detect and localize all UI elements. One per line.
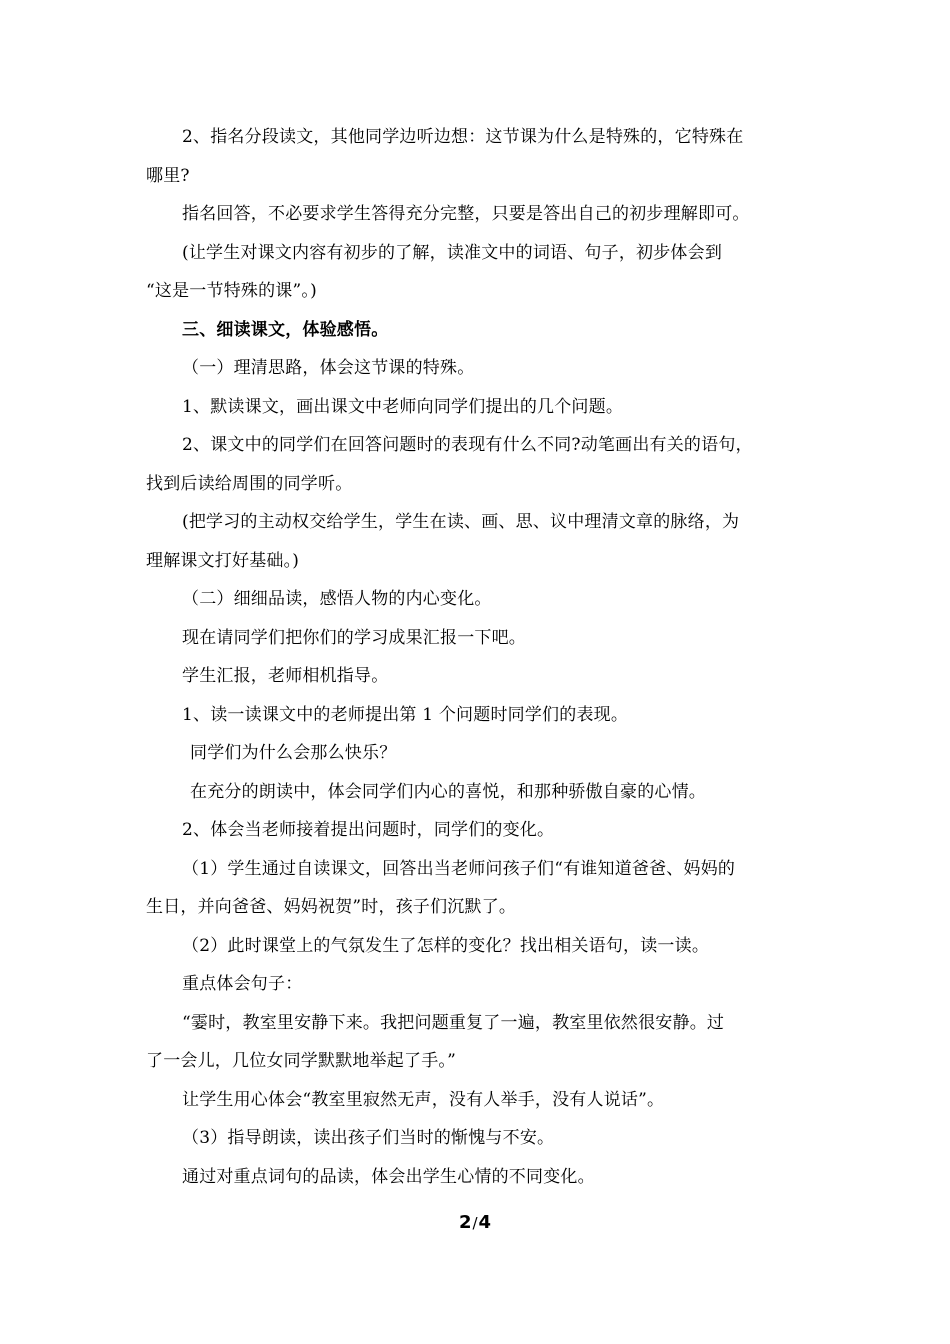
paragraph-line: 2、指名分段读文，其他同学边听边想：这节课为什么是特殊的，它特殊在: [182, 127, 744, 147]
paragraph-line: 在充分的朗读中，体会同学们内心的喜悦，和那种骄傲自豪的心情。: [190, 781, 706, 802]
paragraph-line: 通过对重点词句的品读，体会出学生心情的不同变化。: [182, 1166, 595, 1187]
paragraph-line: 现在请同学们把你们的学习成果汇报一下吧。: [182, 627, 526, 648]
paragraph-line: 学生汇报，老师相机指导。: [182, 666, 389, 686]
paragraph-line: 让学生用心体会“教室里寂然无声，没有人举手，没有人说话”。: [182, 1089, 665, 1110]
subsection-heading: （一）理清思路，体会这节课的特殊。: [182, 358, 475, 378]
quoted-sentence: “霎时，教室里安静下来。我把问题重复了一遍，教室里依然很安静。过: [182, 1012, 725, 1033]
page-number: [0, 1212, 950, 1233]
paragraph-line: 哪里?: [146, 165, 190, 186]
page-separator: /: [472, 1214, 478, 1232]
paragraph-line: 找到后读给周围的同学听。: [146, 473, 353, 494]
paragraph-line: 理解课文打好基础。): [146, 550, 300, 571]
paragraph-line: 2、课文中的同学们在回答问题时的表现有什么不同?动笔画出有关的语句，: [182, 435, 753, 455]
paragraph-line: 1、默读课文，画出课文中老师向同学们提出的几个问题。: [182, 396, 624, 417]
subsection-heading: （二）细细品读，感悟人物的内心变化。: [182, 589, 492, 609]
paragraph-line: 1、读一读课文中的老师提出第 1 个问题时同学们的表现。: [182, 704, 629, 725]
paragraph-line: （2）此时课堂上的气氛发生了怎样的变化？找出相关语句，读一读。: [182, 935, 710, 956]
paragraph-line: 2、体会当老师接着提出问题时，同学们的变化。: [182, 820, 555, 840]
paragraph-line: 指名回答，不必要求学生答得充分完整，只要是答出自己的初步理解即可。: [182, 204, 750, 224]
paragraph-line: “这是一节特殊的课”。): [146, 281, 317, 301]
paragraph-line: 生日，并向爸爸、妈妈祝贺”时，孩子们沉默了。: [146, 897, 517, 917]
document-body: [146, 118, 810, 1196]
current-page: 2: [458, 1212, 472, 1233]
total-pages: 4: [478, 1212, 492, 1233]
paragraph-line: 同学们为什么会那么快乐？: [190, 743, 397, 763]
paragraph-line: （1）学生通过自读课文，回答出当老师问孩子们“有谁知道爸爸、妈妈的: [182, 858, 736, 879]
quoted-sentence: 了一会儿，几位女同学默默地举起了手。”: [146, 1051, 456, 1071]
paragraph-line: 重点体会句子：: [182, 974, 303, 994]
section-heading: 三、细读课文，体验感悟。: [182, 319, 389, 340]
paragraph-line: （3）指导朗读，读出孩子们当时的惭愧与不安。: [182, 1128, 555, 1148]
paragraph-line: (把学习的主动权交给学生，学生在读、画、思、议中理清文章的脉络，为: [182, 512, 740, 532]
paragraph-line: (让学生对课文内容有初步的了解，读准文中的词语、句子，初步体会到: [182, 242, 723, 263]
